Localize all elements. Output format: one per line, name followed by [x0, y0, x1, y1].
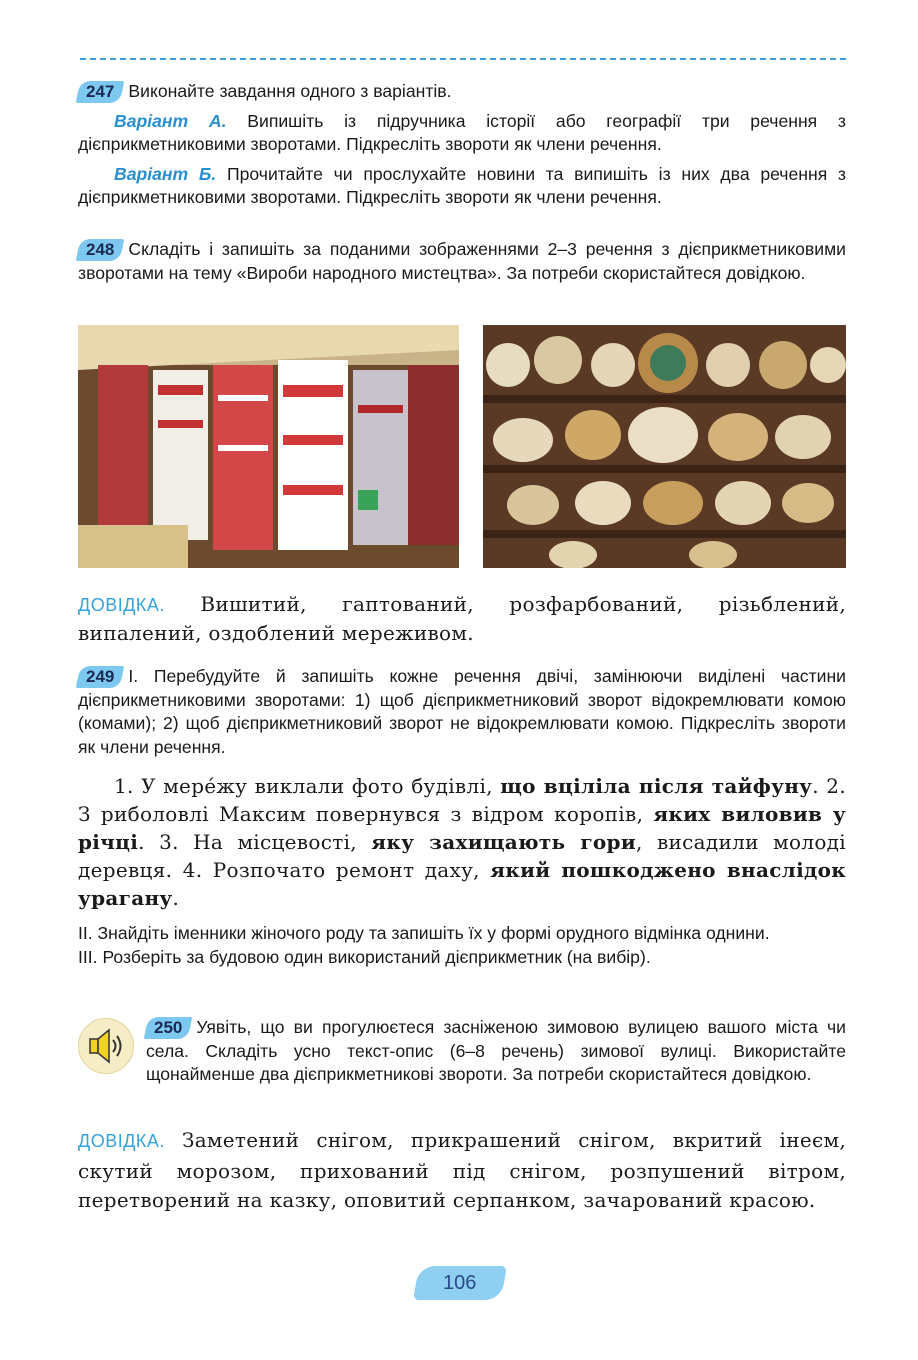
- exercise-247-task: [78, 80, 846, 104]
- variant-a-text: Випишіть із підручника історії або географії три речення з дієприкметниковими зворотами. Підкресліть звороти як члени речення.: [78, 110, 846, 154]
- embroidered-shirts-photo: [78, 325, 459, 568]
- exercise-number-badge: 249: [76, 666, 125, 688]
- reference-2: [78, 1126, 846, 1216]
- variant-a: [78, 110, 846, 157]
- sentence-text: . 2. З риболовлі Максим повернувся з відром коропів,: [78, 774, 846, 826]
- exercise-248: [78, 238, 846, 285]
- sentence-text: .: [172, 886, 180, 910]
- variant-b-text: Прочитайте чи прослухайте новини та випишіть із них два речення з дієприкметниковими зворотами. Підкресліть звороти як члени речення.: [78, 163, 846, 207]
- exercise-250: [146, 1016, 846, 1087]
- task-text: Складіть і запишіть за поданими зображеннями 2–3 речення з дієприкметниковими зворотами на тему «Вироби народного мистецтва». За потреби скористайтеся довідкою.: [78, 239, 846, 283]
- top-dashed-divider: [80, 58, 846, 60]
- exercise-249-sentences: [78, 772, 846, 912]
- sentence-text: , висадили молоді деревця. 4. Розпочато ремонт даху,: [78, 830, 846, 882]
- exercise-number-badge: 250: [144, 1017, 193, 1039]
- variant-b: [78, 163, 846, 210]
- exercise-247: [78, 80, 846, 210]
- exercise-number-badge: 247: [76, 81, 125, 103]
- sentence-text: 1. У мере́жу виклали фото будівлі,: [114, 774, 493, 798]
- speaker-icon[interactable]: [78, 1018, 134, 1074]
- page-number-badge: [413, 1266, 507, 1300]
- highlighted-part: яких виловив у річці: [78, 802, 846, 854]
- task-2-text: ІІ. Знайдіть іменники жіночого роду та запишіть їх у формі орудного відмінка однини.: [78, 923, 770, 943]
- painted-ceramics-photo: [483, 325, 846, 568]
- task-text: Уявіть, що ви прогулюєтеся засніженою зимовою вулицею вашого міста чи села. Складіть усно текст-опис (6–8 речень) зимової вулиці. Використайте щонайменше два дієприкметникові звороти. За потреби скористайтеся довідкою.: [146, 1017, 846, 1084]
- task-text: І. Перебудуйте й запишіть кожне речення двічі, замінюючи виділені частини дієприкметниковими зворотами: 1) щоб дієприкметниковий зворот відокремлювати комою (комами); 2) щоб дієприкметниковий зворот не відокремлювати комою. Підкресліть звороти як члени речення.: [78, 666, 846, 757]
- exercise-249-task-2: [78, 922, 846, 969]
- sentence-text: . 3. На місцевості,: [138, 830, 357, 854]
- exercise-249-task: [78, 665, 846, 759]
- reference-label: ДОВІДКА.: [78, 1131, 165, 1151]
- task-text: Виконайте завдання одного з варіантів.: [128, 81, 452, 101]
- highlighted-part: який пошкоджено внаслідок урагану: [78, 858, 846, 910]
- variant-a-label: Варіант А.: [114, 110, 227, 131]
- exercise-number-badge: 248: [76, 239, 125, 261]
- task-3-text: ІІІ. Розберіть за будовою один використаний дієприкметник (на вибір).: [78, 946, 651, 967]
- variant-b-label: Варіант Б.: [114, 163, 217, 184]
- reference-text: Вишитий, гаптований, розфарбований, різьблений, випалений, оздоблений мереживом.: [78, 592, 846, 645]
- reference-1: [78, 590, 846, 647]
- highlighted-part: яку захищають гори: [371, 830, 636, 854]
- page-number: 106: [443, 1272, 477, 1294]
- reference-text: Заметений снігом, прикрашений снігом, вкритий інеєм, скутий морозом, прихований під снігом, розпушений вітром, перетворений на казку, оповитий серпанком, зачарований красою.: [78, 1128, 846, 1212]
- highlighted-part: що вціліла після тайфуну: [500, 774, 813, 798]
- reference-label: ДОВІДКА.: [78, 595, 165, 615]
